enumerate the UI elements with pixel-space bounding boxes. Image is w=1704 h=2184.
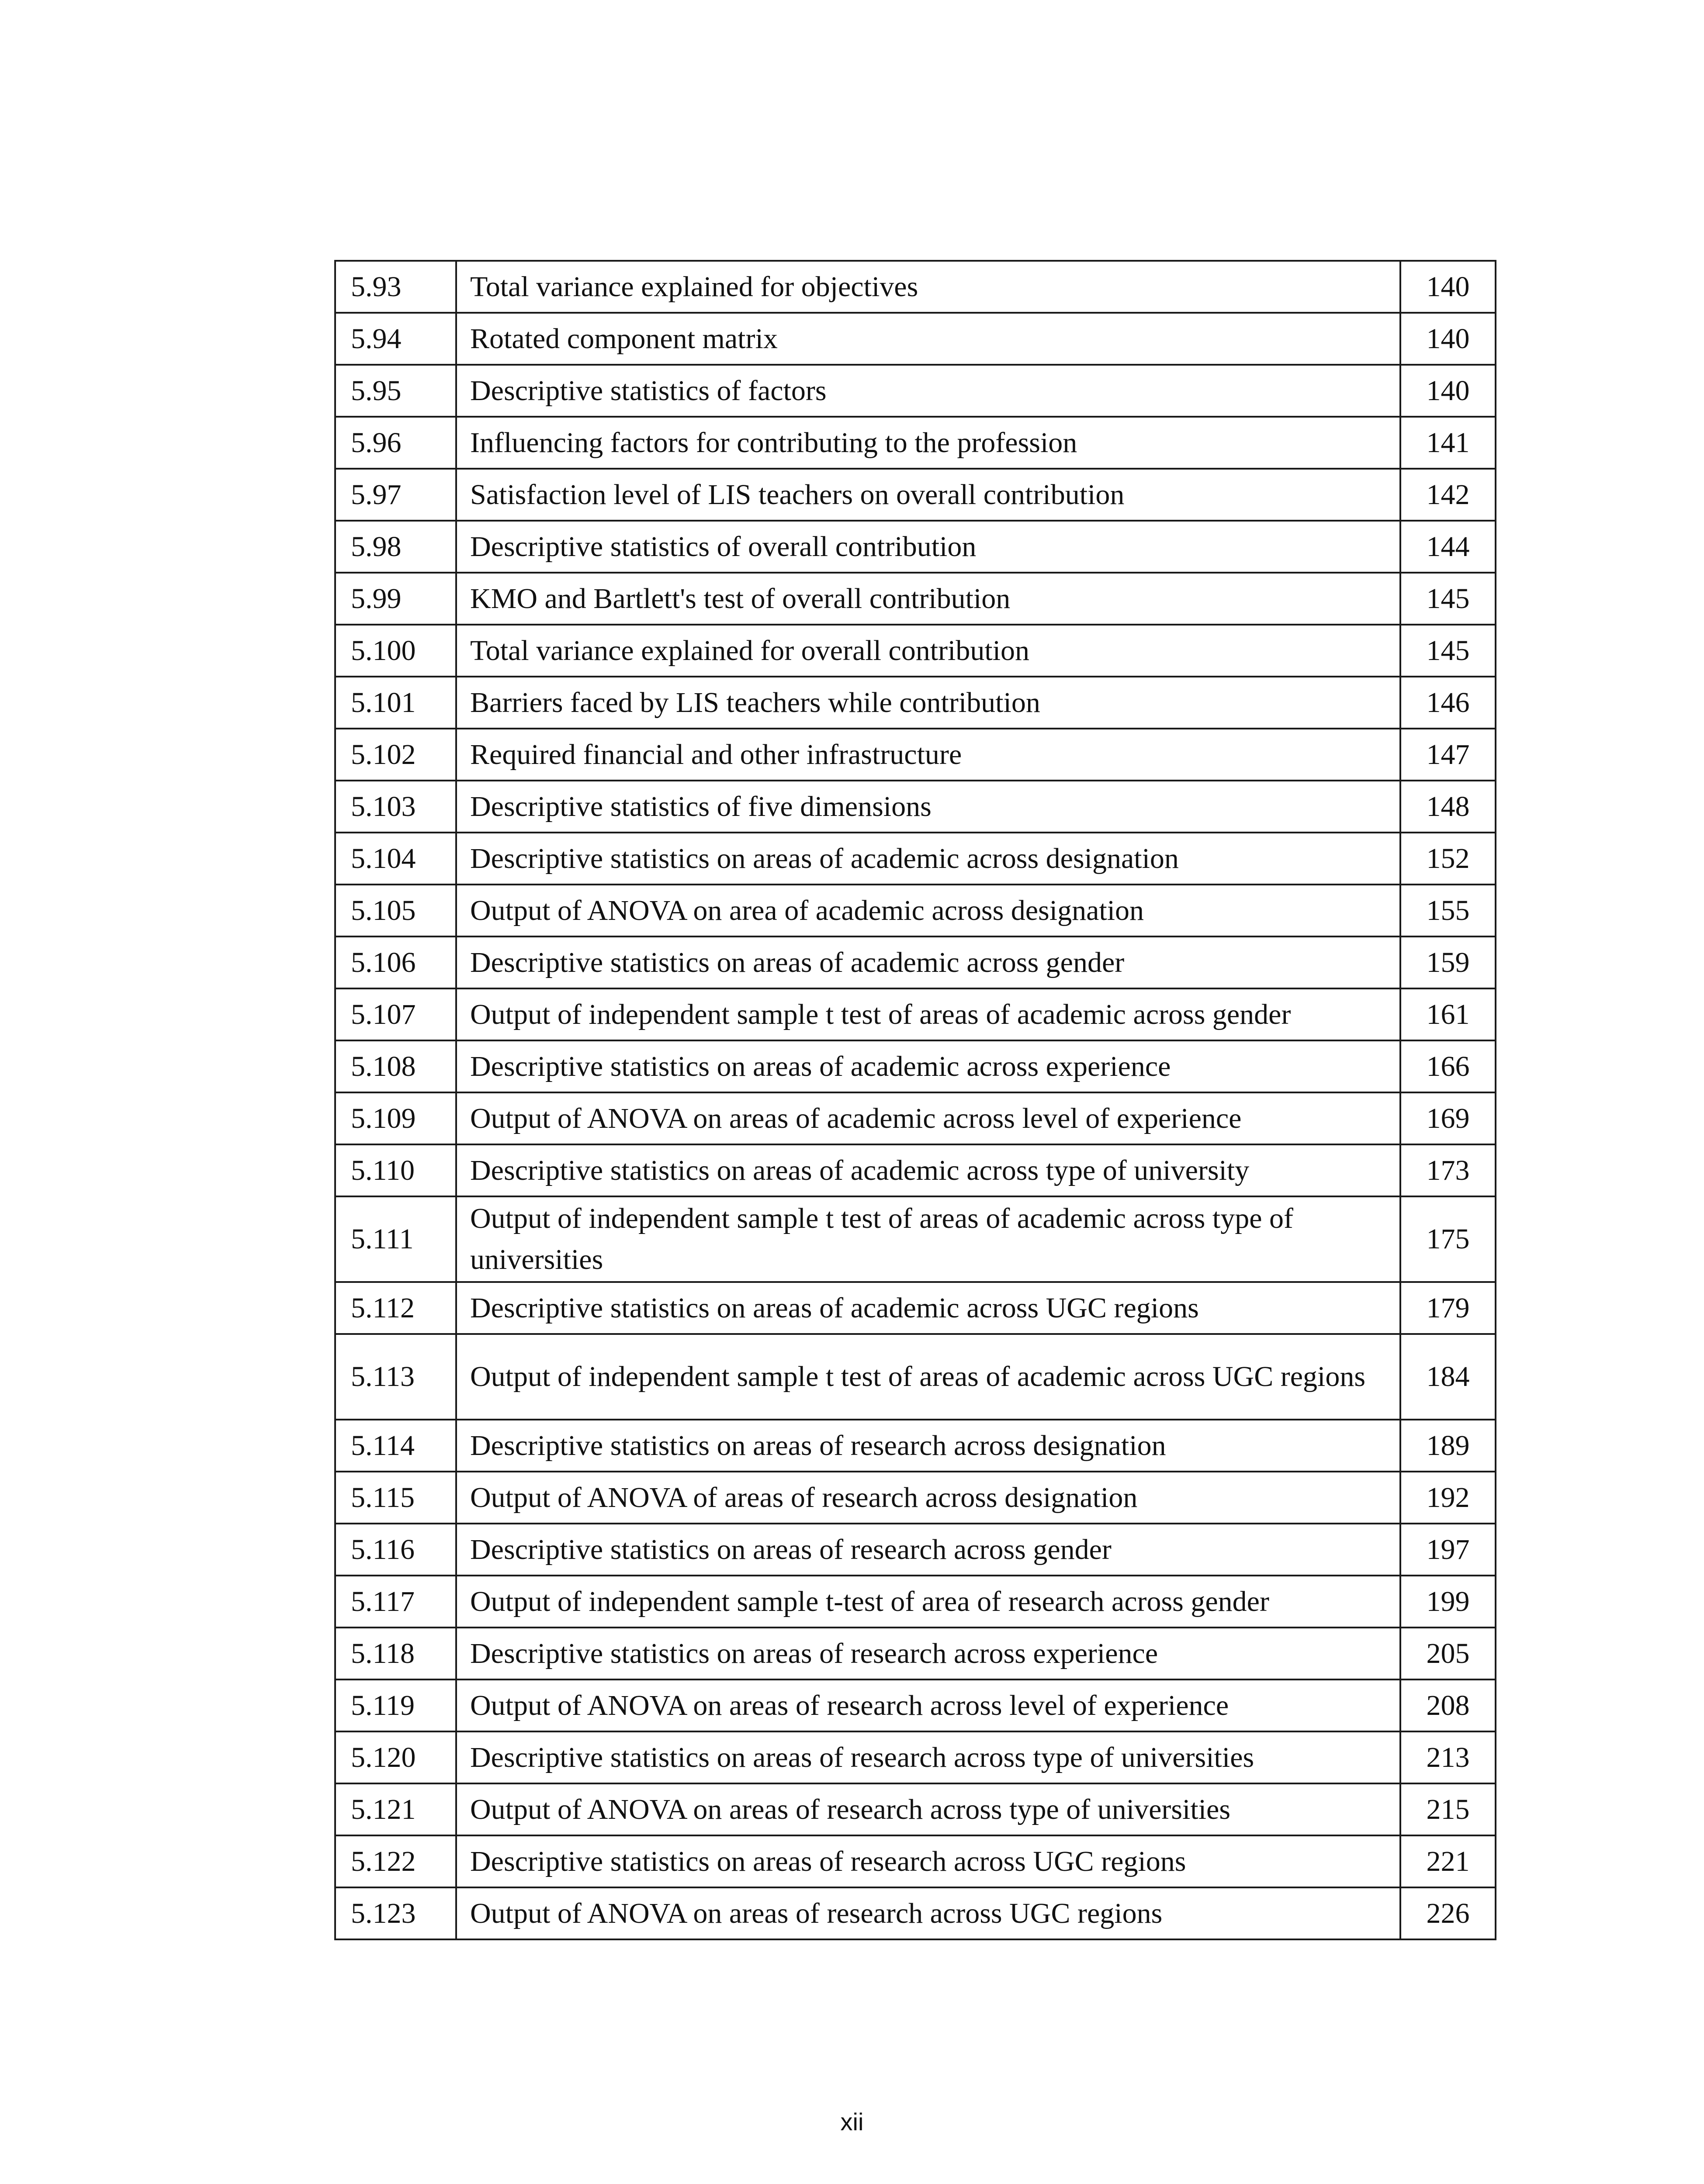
table-row (335, 1731, 1496, 1783)
table-number: 5.106 (335, 936, 456, 988)
table-title: Descriptive statistics on areas of academic across UGC regions (456, 1282, 1400, 1334)
table-title: Descriptive statistics of factors (456, 365, 1400, 417)
table-row (335, 988, 1496, 1040)
table-row (335, 677, 1496, 729)
list-of-tables-body (335, 261, 1496, 1939)
table-row (335, 1334, 1496, 1420)
table-number: 5.111 (335, 1196, 456, 1282)
table-number: 5.102 (335, 729, 456, 781)
table-row (335, 729, 1496, 781)
table-row (335, 261, 1496, 313)
table-row (335, 936, 1496, 988)
table-title: Output of ANOVA on area of academic across designation (456, 885, 1400, 936)
table-page-number: 205 (1400, 1628, 1496, 1679)
table-page-number: 169 (1400, 1092, 1496, 1144)
table-page-number: 140 (1400, 365, 1496, 417)
table-number: 5.103 (335, 781, 456, 833)
table-row (335, 1679, 1496, 1731)
table-row (335, 1628, 1496, 1679)
table-title: Output of ANOVA of areas of research across designation (456, 1472, 1400, 1524)
table-row (335, 469, 1496, 521)
table-number: 5.95 (335, 365, 456, 417)
table-title: Descriptive statistics on areas of research across UGC regions (456, 1835, 1400, 1887)
table-title: Total variance explained for objectives (456, 261, 1400, 313)
table-row (335, 1040, 1496, 1092)
table-title: Output of independent sample t test of areas of academic across UGC regions (456, 1334, 1400, 1420)
table-title: Barriers faced by LIS teachers while contribution (456, 677, 1400, 729)
table-row (335, 1282, 1496, 1334)
table-title: Descriptive statistics on areas of research across experience (456, 1628, 1400, 1679)
table-number: 5.123 (335, 1887, 456, 1939)
table-title: Required financial and other infrastructure (456, 729, 1400, 781)
table-page-number: 184 (1400, 1334, 1496, 1420)
table-row (335, 1420, 1496, 1472)
table-number: 5.120 (335, 1731, 456, 1783)
table-row (335, 1196, 1496, 1282)
table-title: Descriptive statistics on areas of academic across type of university (456, 1144, 1400, 1196)
table-number: 5.108 (335, 1040, 456, 1092)
table-page-number: 161 (1400, 988, 1496, 1040)
table-number: 5.113 (335, 1334, 456, 1420)
table-row (335, 313, 1496, 365)
table-page-number: 155 (1400, 885, 1496, 936)
table-title: Output of ANOVA on areas of research across level of experience (456, 1679, 1400, 1731)
table-title: Descriptive statistics of five dimensions (456, 781, 1400, 833)
table-page-number: 144 (1400, 521, 1496, 573)
table-page-number: 199 (1400, 1576, 1496, 1628)
table-number: 5.105 (335, 885, 456, 936)
table-number: 5.114 (335, 1420, 456, 1472)
table-number: 5.122 (335, 1835, 456, 1887)
table-row (335, 1576, 1496, 1628)
table-page-number: 145 (1400, 625, 1496, 677)
table-number: 5.99 (335, 573, 456, 625)
table-number: 5.96 (335, 417, 456, 469)
table-title: Output of independent sample t test of areas of academic across type of universities (456, 1196, 1400, 1282)
table-row (335, 1472, 1496, 1524)
table-page-number: 221 (1400, 1835, 1496, 1887)
table-page-number: 226 (1400, 1887, 1496, 1939)
table-page-number: 141 (1400, 417, 1496, 469)
table-number: 5.118 (335, 1628, 456, 1679)
list-of-tables (334, 260, 1496, 1940)
table-page-number: 148 (1400, 781, 1496, 833)
table-title: Descriptive statistics on areas of academic across gender (456, 936, 1400, 988)
table-title: Output of ANOVA on areas of research across UGC regions (456, 1887, 1400, 1939)
table-title: Output of independent sample t test of areas of academic across gender (456, 988, 1400, 1040)
table-page-number: 175 (1400, 1196, 1496, 1282)
table-title: Satisfaction level of LIS teachers on overall contribution (456, 469, 1400, 521)
table-number: 5.110 (335, 1144, 456, 1196)
table-number: 5.117 (335, 1576, 456, 1628)
table-number: 5.112 (335, 1282, 456, 1334)
table-title: Descriptive statistics of overall contribution (456, 521, 1400, 573)
table-title: Rotated component matrix (456, 313, 1400, 365)
table-number: 5.100 (335, 625, 456, 677)
table-title: Descriptive statistics on areas of academic across experience (456, 1040, 1400, 1092)
table-title: Descriptive statistics on areas of research across gender (456, 1524, 1400, 1576)
table-row (335, 885, 1496, 936)
table-title: Descriptive statistics on areas of research across type of universities (456, 1731, 1400, 1783)
table-title: Descriptive statistics on areas of academic across designation (456, 833, 1400, 885)
table-page-number: 146 (1400, 677, 1496, 729)
table-number: 5.109 (335, 1092, 456, 1144)
table-row (335, 365, 1496, 417)
table-page-number: 142 (1400, 469, 1496, 521)
table-number: 5.104 (335, 833, 456, 885)
table-number: 5.121 (335, 1783, 456, 1835)
table-title: Output of independent sample t-test of area of research across gender (456, 1576, 1400, 1628)
table-row (335, 625, 1496, 677)
table-page-number: 147 (1400, 729, 1496, 781)
table-page-number: 208 (1400, 1679, 1496, 1731)
table-page-number: 215 (1400, 1783, 1496, 1835)
page-number: xii (840, 2108, 864, 2136)
table-number: 5.119 (335, 1679, 456, 1731)
table-title: Output of ANOVA on areas of research across type of universities (456, 1783, 1400, 1835)
table-page-number: 213 (1400, 1731, 1496, 1783)
table-page-number: 140 (1400, 313, 1496, 365)
table-page-number: 152 (1400, 833, 1496, 885)
table-page-number: 189 (1400, 1420, 1496, 1472)
table-title: KMO and Bartlett's test of overall contribution (456, 573, 1400, 625)
table-title: Output of ANOVA on areas of academic across level of experience (456, 1092, 1400, 1144)
table-row (335, 573, 1496, 625)
table-number: 5.94 (335, 313, 456, 365)
table-page-number: 179 (1400, 1282, 1496, 1334)
table-row (335, 521, 1496, 573)
table-number: 5.101 (335, 677, 456, 729)
table-title: Total variance explained for overall contribution (456, 625, 1400, 677)
table-page-number: 166 (1400, 1040, 1496, 1092)
table-page-number: 173 (1400, 1144, 1496, 1196)
table-row (335, 1524, 1496, 1576)
table-number: 5.107 (335, 988, 456, 1040)
table-page-number: 197 (1400, 1524, 1496, 1576)
table-row (335, 1144, 1496, 1196)
table-number: 5.116 (335, 1524, 456, 1576)
table-row (335, 1887, 1496, 1939)
table-page-number: 159 (1400, 936, 1496, 988)
table-number: 5.97 (335, 469, 456, 521)
table-page-number: 145 (1400, 573, 1496, 625)
table-number: 5.115 (335, 1472, 456, 1524)
table-page-number: 140 (1400, 261, 1496, 313)
table-number: 5.98 (335, 521, 456, 573)
table-row (335, 1835, 1496, 1887)
table-title: Influencing factors for contributing to the profession (456, 417, 1400, 469)
table-row (335, 1783, 1496, 1835)
table-row (335, 417, 1496, 469)
table-row (335, 781, 1496, 833)
table-page-number: 192 (1400, 1472, 1496, 1524)
table-row (335, 833, 1496, 885)
table-row (335, 1092, 1496, 1144)
table-title: Descriptive statistics on areas of research across designation (456, 1420, 1400, 1472)
table-number: 5.93 (335, 261, 456, 313)
